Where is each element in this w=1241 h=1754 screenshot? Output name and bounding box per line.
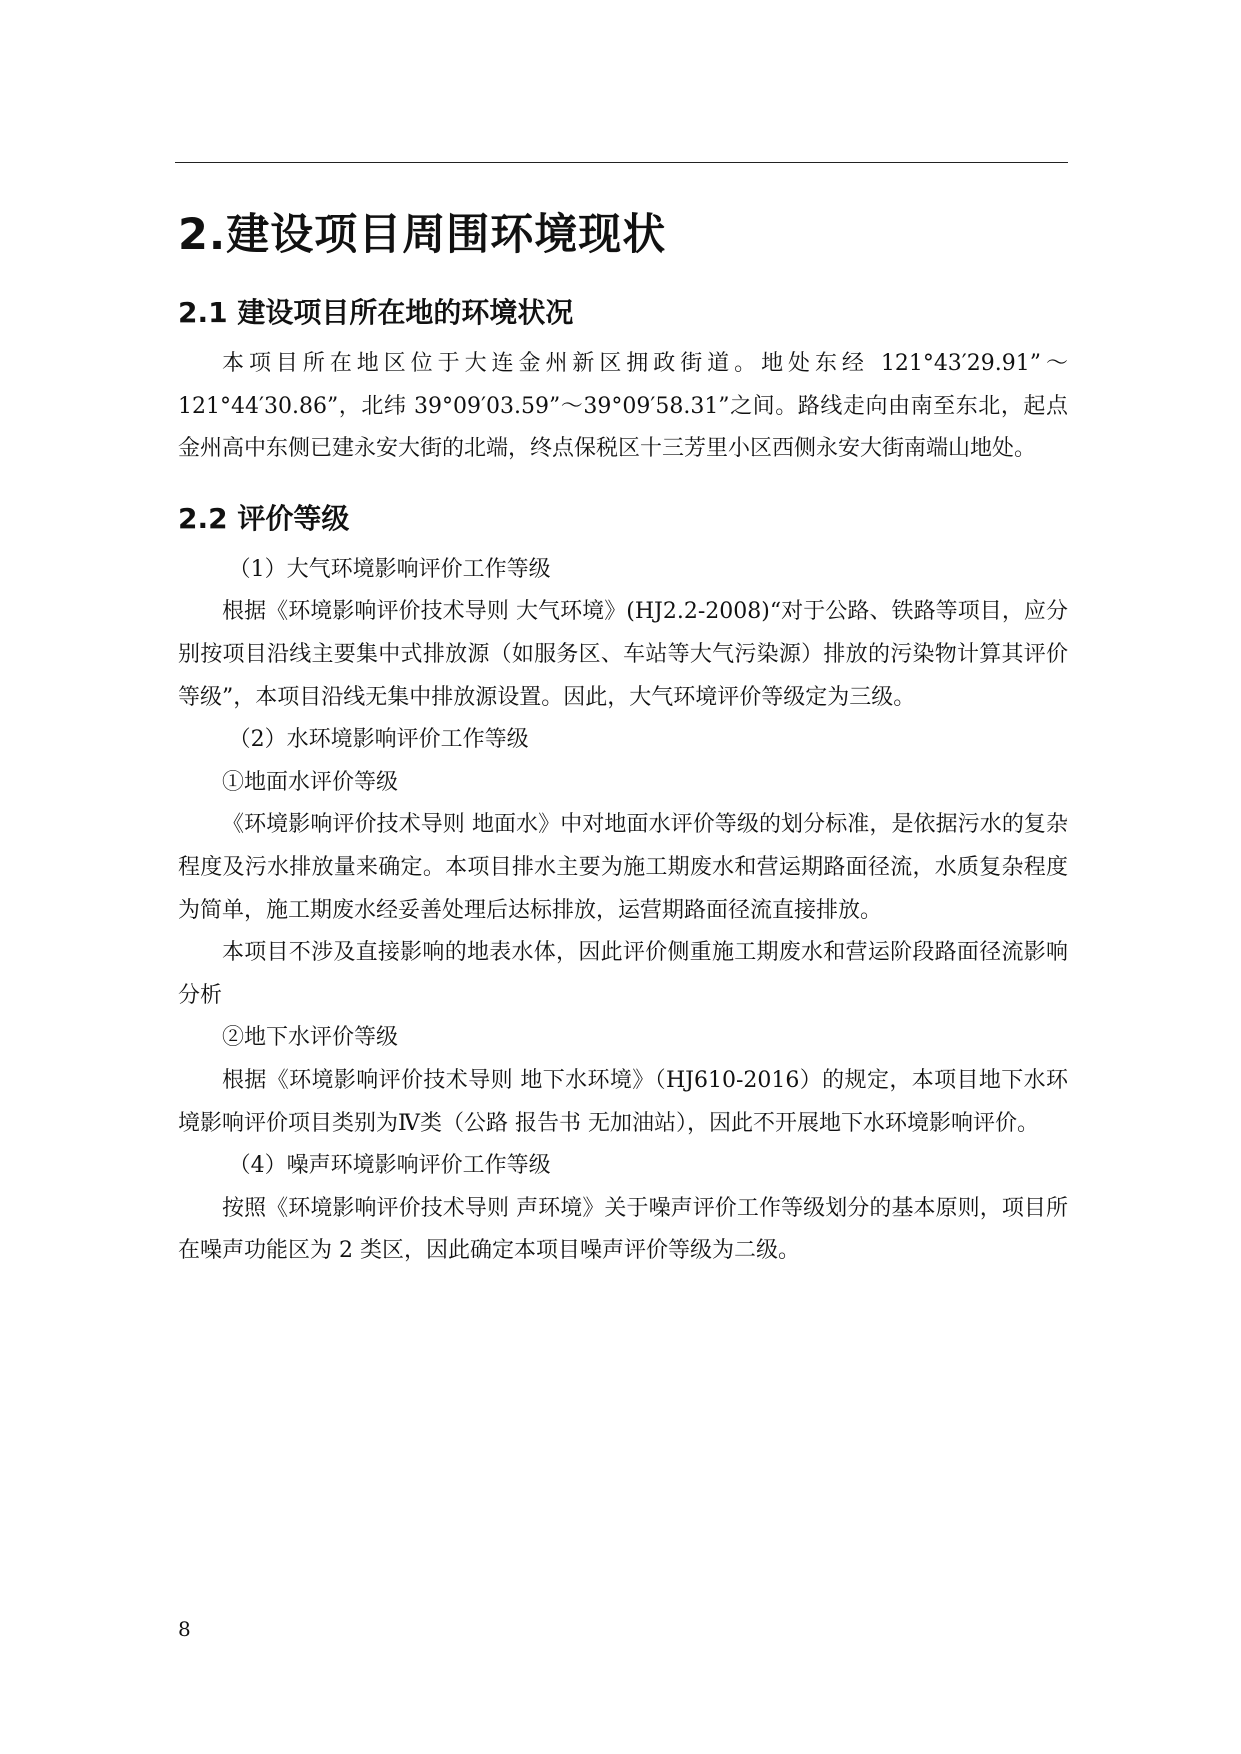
page-number: 8 bbox=[178, 1617, 191, 1641]
section-heading-2-2: 2.2 评价等级 bbox=[178, 501, 350, 535]
document-body bbox=[178, 205, 1068, 1273]
noise-assessment-heading: （4）噪声环境影响评价工作等级 bbox=[228, 1153, 551, 1179]
groundwater-heading: ②地下水评价等级 bbox=[222, 1025, 399, 1051]
groundwater-paragraph: 根据《环境影响评价技术导则 地下水环境》（HJ610-2016）的规定，本项目地下水环境影响评价项目类别为Ⅳ类（公路 报告书 无加油站），因此不开展地下水环境影响评价。 bbox=[178, 1067, 1068, 1136]
location-paragraph: 本项目所在地区位于大连金州新区拥政街道。地处东经 121°43′29.91”～121°44′30.86”，北纬 39°09′03.59”～39°09′58.31”之间。路线走向由南至东北，起点金州高中东侧已建永安大街的北端，终点保税区十三芳里小区西侧永安大街南端山地处。 bbox=[178, 351, 1068, 462]
air-assessment-paragraph: 根据《环境影响评价技术导则 大气环境》(HJ2.2-2008)“对于公路、铁路等项目，应分别按项目沿线主要集中式排放源（如服务区、车站等大气污染源）排放的污染物计算其评价等级”，本项目沿线无集中排放源设置。因此，大气环境评价等级定为三级。 bbox=[178, 599, 1068, 710]
surface-water-paragraph: 《环境影响评价技术导则 地面水》中对地面水评价等级的划分标准，是依据污水的复杂程度及污水排放量来确定。本项目排水主要为施工期废水和营运期路面径流，水质复杂程度为简单，施工期废水经妥善处理后达标排放，运营期路面径流直接排放。 bbox=[178, 812, 1068, 923]
chapter-title: 2.建设项目周围环境现状 bbox=[178, 210, 667, 260]
surface-water-paragraph-2: 本项目不涉及直接影响的地表水体，因此评价侧重施工期废水和营运阶段路面径流影响分析 bbox=[178, 940, 1068, 1008]
noise-assessment-paragraph: 按照《环境影响评价技术导则 声环境》关于噪声评价工作等级划分的基本原则，项目所在噪声功能区为 2 类区，因此确定本项目噪声评价等级为二级。 bbox=[178, 1195, 1068, 1264]
air-assessment-heading: （1）大气环境影响评价工作等级 bbox=[228, 556, 551, 582]
section-heading-2-1: 2.1 建设项目所在地的环境状况 bbox=[178, 296, 574, 329]
header-rule bbox=[175, 162, 1068, 163]
water-assessment-heading: （2）水环境影响评价工作等级 bbox=[228, 727, 529, 753]
surface-water-heading: ①地面水评价等级 bbox=[222, 769, 399, 795]
